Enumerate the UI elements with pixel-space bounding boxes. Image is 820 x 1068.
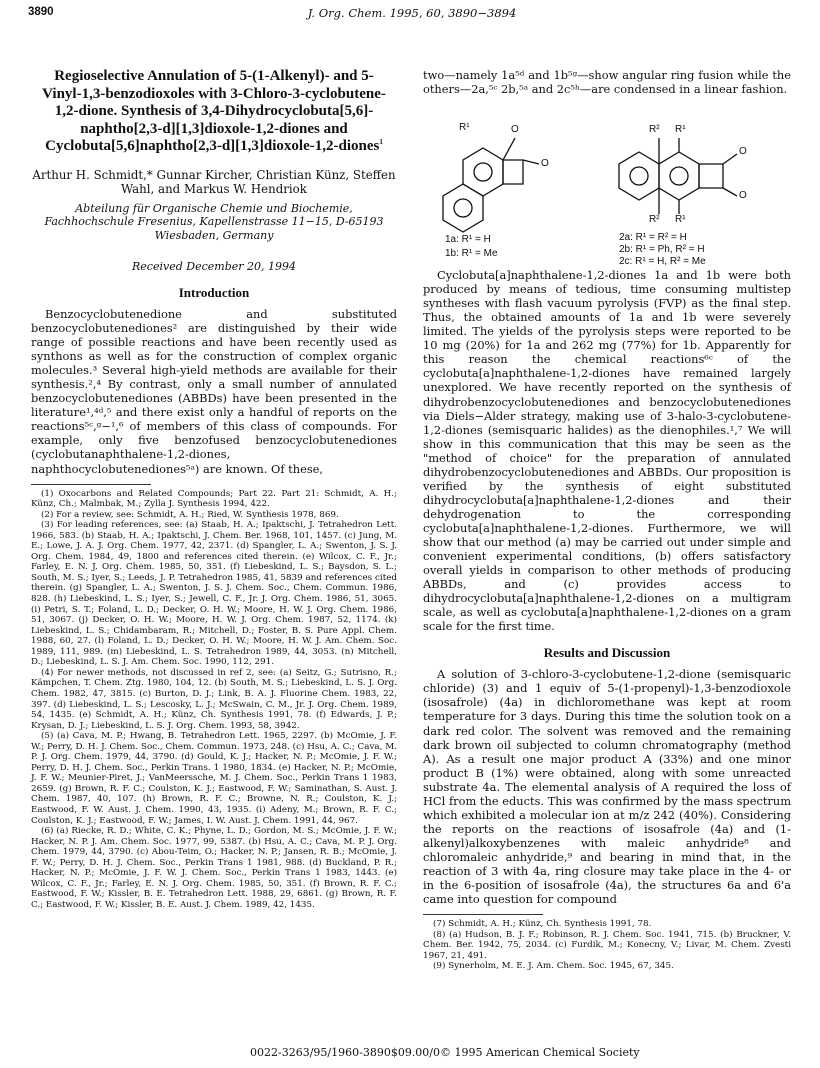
footnote-right-3: (9) Synerholm, M. E. J. Am. Chem. Soc. 1945, 67, 345.: [433, 961, 674, 972]
intro-paragraph: Benzocyclobutenedione and substituted benzocyclobutenediones² are distinguished by their wide range of possible reactions and have been recently used as synthons as well as for the construction of complex organic molecules.³ Several high-yield methods are available for their synthesis.²,⁴ By contrast, only a small number of annulated benzocyclobutenediones (ABBDs) have been presented in the literature¹,⁴ᵈ,⁵ and there exist only a handful of reports on the reactions⁵ᶜ,ᵍ−¹,⁶ of members of this class of compounds. For example, only five benzofused benzocyclobutenediones (cyclobutanaphthalene-1,2-diones, naphthocyclobutenediones⁵ᵃ) are known. Of these,: [31, 307, 397, 476]
structure-2-r1-label: R¹: [675, 124, 686, 136]
compound-2a-label: 2a: R¹ = R² = H: [619, 232, 687, 244]
footnote-divider-right: [423, 914, 543, 915]
structure-2-r1-lower-label: R¹: [675, 214, 686, 226]
discussion-paragraph-2: A solution of 3-chloro-3-cyclobutene-1,2-dione (semisquaric chloride) (3) and 1 equiv of 5-(1-propenyl)-1,3-benzodioxole (isosafrole) (4a) in dichloromethane was kept at room temperature for 3 days. During this time the solution took on a dark red color. The solvent was removed and the remaining dark brown oil subjected to column chromatography (method A). As a result one major product A (33%) and one minor product B (1%) were obtained, along with some unreacted substrate 4a. The elemental analysis of A required the loss of HCl from the educts. This was confirmed by the mass spectrum which exhibited a molecular ion at m/z 242 (40%). Considering the reports on the reactions of isosafrole (4a) and (1-alkenyl)alkoxybenzenes with maleic anhydride⁸ and chloromaleic anhydride,⁹ and bearing in mind that, in the reaction of 3 with 4a, ring closure may take place in the 4- or in the 6-position of isosafrole (4a), the structures 6a and 6'a came into question for compound: [423, 667, 791, 907]
left-column: [31, 68, 397, 910]
structure-2-oxygen-label-b: O: [739, 190, 747, 202]
compound-1a-label: 1a: R¹ = H: [445, 234, 491, 246]
journal-reference: J. Org. Chem. 1995, 60, 3890−3894: [307, 6, 517, 20]
footnote-left-1: (1) Oxocarbons and Related Compounds; Part 22. Part 21: Schmidt, A. H.; Künz, Ch.; Malmbak, M.; Zylla J. Synthesis 1994, 422.: [31, 488, 397, 510]
structure-2-oxygen-label-a: O: [739, 146, 747, 158]
structure-1-drawing: [443, 138, 539, 232]
right-column: [423, 68, 791, 972]
section-heading-results: Results and Discussion: [543, 645, 671, 661]
article-title-text: Regioselective Annulation of 5-(1-Alkenyl)- and 5-Vinyl-1,3-benzodioxoles with 3-Chloro-3-cyclobutene-1,2-dione. Synthesis of 3,4-Dihydrocyclobuta[5,6]-naphtho[2,3-d][1,3]dioxole-1,2-diones and Cyclobuta[5,6]naphtho[2,3-d][1,3]dioxole-1,2-diones: [42, 68, 386, 154]
structure-1-oxygen-label-a: O: [511, 124, 519, 136]
affiliation: Abteilung für Organische Chemie und Biochemie, Fachhochschule Fresenius, Kapellenstrasse 11−15, D-65193 Wiesbaden, Germany: [44, 201, 384, 242]
right-footnotes: [423, 919, 791, 972]
page-number: 3890: [28, 6, 54, 18]
structure-2-drawing: [619, 138, 737, 214]
running-header: [28, 6, 796, 24]
section-heading-introduction: Introduction: [178, 285, 250, 300]
chemical-structures-scheme: [423, 104, 791, 268]
article-code: 0022-3263/95/1960-3890$09.00/0: [250, 1046, 441, 1059]
article-title: [35, 68, 393, 156]
footnote-left-4: (4) For newer methods, not discussed in ref 2, see: (a) Seitz, G.; Sutrisno, R.; Kämpchen, T. Chem. Ztg. 1980, 104, 12. (b) South, M. S.; Liebeskind, L. S. J. Org. Chem. 1982, 47, 3815. (c) Burton, D. J.; Link, B. A. J. Fluorine Chem. 1983, 22, 397. (d) Liebeskind, L. S.; Lescosky, L. J.; McSwain, C. M., Jr. J. Org. Chem. 1989, 54, 1435. (e) Schmidt, A. H.; Künz, Ch. Synthesis 1991, 78. (f) Edwards, J. P.; Krysan, D. J.; Liebeskind, L. S. J. Org. Chem. 1993, 58, 3942.: [31, 667, 397, 731]
footnote-left-6: (6) (a) Riecke, R. D.; White, C. K.; Phyne, L. D.; Gordon, M. S.; McOmie, J. F. W.; Hacker, N. P. J. Am. Chem. Soc. 1977, 99, 5387. (b) Hsu, A. C.; Cava, M. P. J. Org. Chem. 1979, 44, 3790. (c) Abou-Teim, O.; Hacker, N. P.; Jansen, R. B.; McOmie, J. F. W.; Perry, D. H. J. Chem. Soc., Perkin Trans 1 1981, 988. (d) Buckland, P. R.; Hacker, N. P.; McOmie, J. F. W. J. Chem. Soc., Perkin Trans 1 1983, 1443. (e) Wilcox, C. F., Jr.; Farley, E. N. J. Org. Chem. 1985, 50, 351. (f) Brown, R. F. C.; Eastwood, F. W.; Kissler, B. E. Tetrahedron Lett. 1988, 29, 6861. (g) Brown, R. F. C.; Eastwood, F. W.; Kissler, B. E. Aust. J. Chem. 1989, 42, 1435.: [31, 826, 397, 910]
compound-2c-label: 2c: R¹ = H, R² = Me: [619, 256, 706, 268]
footnote-right-1: (7) Schmidt, A. H.; Künz, Ch. Synthesis 1991, 78.: [433, 919, 652, 930]
structure-2-r2-label: R²: [649, 124, 660, 136]
copyright-notice: © 1995 American Chemical Society: [440, 1046, 640, 1059]
compound-2b-label: 2b: R¹ = Ph, R² = H: [619, 244, 705, 256]
discussion-paragraph-1: Cyclobuta[a]naphthalene-1,2-diones 1a and 1b were both produced by means of tedious, time consuming multistep syntheses with flash vacuum pyrolysis (FVP) as the final step. Thus, the obtained amounts of 1a and 1b were severely limited. The yields of the pyrolysis steps were reported to be 10 mg (20%) for 1a and 262 mg (77%) for 1b. Apparently for this reason the chemical reactions⁶ᶜ of the cyclobuta[a]naphthalene-1,2-diones have remained largely unexplored. We have recently reported on the synthesis of dihydrobenzocyclobutenediones and benzocyclobutenediones via Diels−Alder strategy, making use of 3-halo-3-cyclobutene-1,2-diones (semisquaric halides) as the dienophiles.¹,⁷ We will show in this communication that this may be seen as the "method of choice" for the preparation of annulated dihydrobenzocyclobutenediones and ABBDs. Our proposition is verified by the synthesis of eight substituted dihydrocyclobuta[a]naphthalene-1,2-diones and their dehydrogenation to the corresponding cyclobuta[a]naphthalene-1,2-diones. Furthermore, we will show that our method (a) may be carried out under simple and convenient experimental conditions, (b) offers satisfactory overall yields in comparison to other methods of producing ABBDs, and (c) provides access to dihydrocyclobuta[a]naphthalene-1,2-diones on a multigram scale, as well as cyclobuta[a]naphthalene-1,2-diones on a gram scale for the first time.: [423, 268, 791, 634]
compound-1b-label: 1b: R¹ = Me: [445, 248, 498, 260]
structure-1-oxygen-label-b: O: [541, 158, 549, 170]
footnote-left-2: (2) For a review, see: Schmidt, A. H.; Ried, W. Synthesis 1978, 869.: [41, 509, 339, 520]
title-footnote-mark: 1: [379, 138, 383, 146]
author-list: Arthur H. Schmidt,* Gunnar Kircher, Christian Künz, Steffen Wahl, and Markus W. Hendriok: [32, 167, 396, 196]
footnote-divider: [31, 484, 151, 485]
continuation-paragraph: two—namely 1a⁵ᵈ and 1b⁵ᵍ—show angular ring fusion while the others—2a,⁵ᶜ 2b,⁵ᵃ and 2c⁵ʰ—are condensed in a linear fashion.: [423, 68, 791, 97]
structure-1-r1-label: R¹: [459, 122, 470, 134]
received-date: Received December 20, 1994: [132, 260, 296, 273]
left-footnotes: [31, 489, 397, 911]
footnote-right-2: (8) (a) Hudson, B. J. F.; Robinson, R. J. Chem. Soc. 1941, 715. (b) Bruckner, V. Chem. Ber. 1942, 75, 2034. (c) Furdik, M.; Konecny, V.; Livar, M. Chem. Zvesti 1967, 21, 491.: [423, 929, 791, 961]
footnote-left-5: (5) (a) Cava, M. P.; Hwang, B. Tetrahedron Lett. 1965, 2297. (b) McOmie, J. F. W.; Perry, D. H. J. Chem. Soc., Chem. Commun. 1973, 248. (c) Hsu, A. C.; Cava, M. P. J. Org. Chem. 1979, 44, 3790. (d) Gould, K. J.; Hacker, N. P.; McOmie, J. F. W.; Perry, D. H. J. Chem. Soc., Perkin Trans. 1 1980, 1834. (e) Hacker, N. P.; McOmie, J. F. W.; Meunier-Piret, J.; VanMeerssche, M. J. Chem. Soc., Perkin Trans 1 1983, 2659. (g) Brown, R. F. C.; Coulston, K. J.; Eastwood, F. W.; Saminathan, S. Aust. J. Chem. 1987, 40, 107. (h) Brown, R. F. C.; Browne, N. R.; Coulston, K. J.; Eastwood, F. W. Aust. J. Chem. 1990, 43, 1935. (i) Adeny, M.; Brown, R. F. C.; Coulston, K. J.; Eastwood, F. W.; James, I. W. Aust. J. Chem. 1991, 44, 967.: [31, 731, 397, 826]
structure-2-r2-lower-label: R²: [649, 214, 660, 226]
footnote-left-3: (3) For leading references, see: (a) Staab, H. A.; Ipaktschi, J. Tetrahedron Lett. 1966, 583. (b) Staab, H. A.; Ipaktschi, J. Chem. Ber. 1968, 101, 1457. (c) Jung, M. E.; Lowe, J. A. J. Org. Chem. 1977, 42, 2371. (d) Spangler, L. A.; Swenton, J. S. J. Org. Chem. 1984, 49, 1800 and references cited therein. (e) Wilcox, C. F., Jr.; Farley, E. N. J. Org. Chem. 1985, 50, 351. (f) Liebeskind, L. S.; Baysdon, S. L.; South, M. S.; Iyer, S.; Leeds, J. P. Tetrahedron 1985, 41, 5839 and references cited therein. (g) Spangler, L. A.; Swenton, J. S. J. Chem. Soc., Chem. Commun. 1986, 828. (h) Liebeskind, L. S.; Iyer, S.; Jewell, C. F., Jr. J. Org. Chem. 1986, 51, 3065. (i) Petri, S. T.; Foland, L. D.; Decker, O. H. W.; Moore, H. W. J. Org. Chem. 1986, 51, 3067. (j) Decker, O. H. W.; Moore, H. W. J. Org. Chem. 1987, 52, 1174. (k) Liebeskind, L. S.; Chidambaram, R.; Mitchell, D.; Foster, B. S. Pure Appl. Chem. 1988, 60, 27. (l) Foland, L. D.; Decker, O. H. W.; Moore, H. W. J. Am. Chem. Soc. 1989, 111, 989. (m) Liebeskind, L. S. Tetrahedron 1989, 44, 3053. (n) Mitchell, D.; Liebeskind, L. S. J. Am. Chem. Soc. 1990, 112, 291.: [31, 520, 397, 668]
